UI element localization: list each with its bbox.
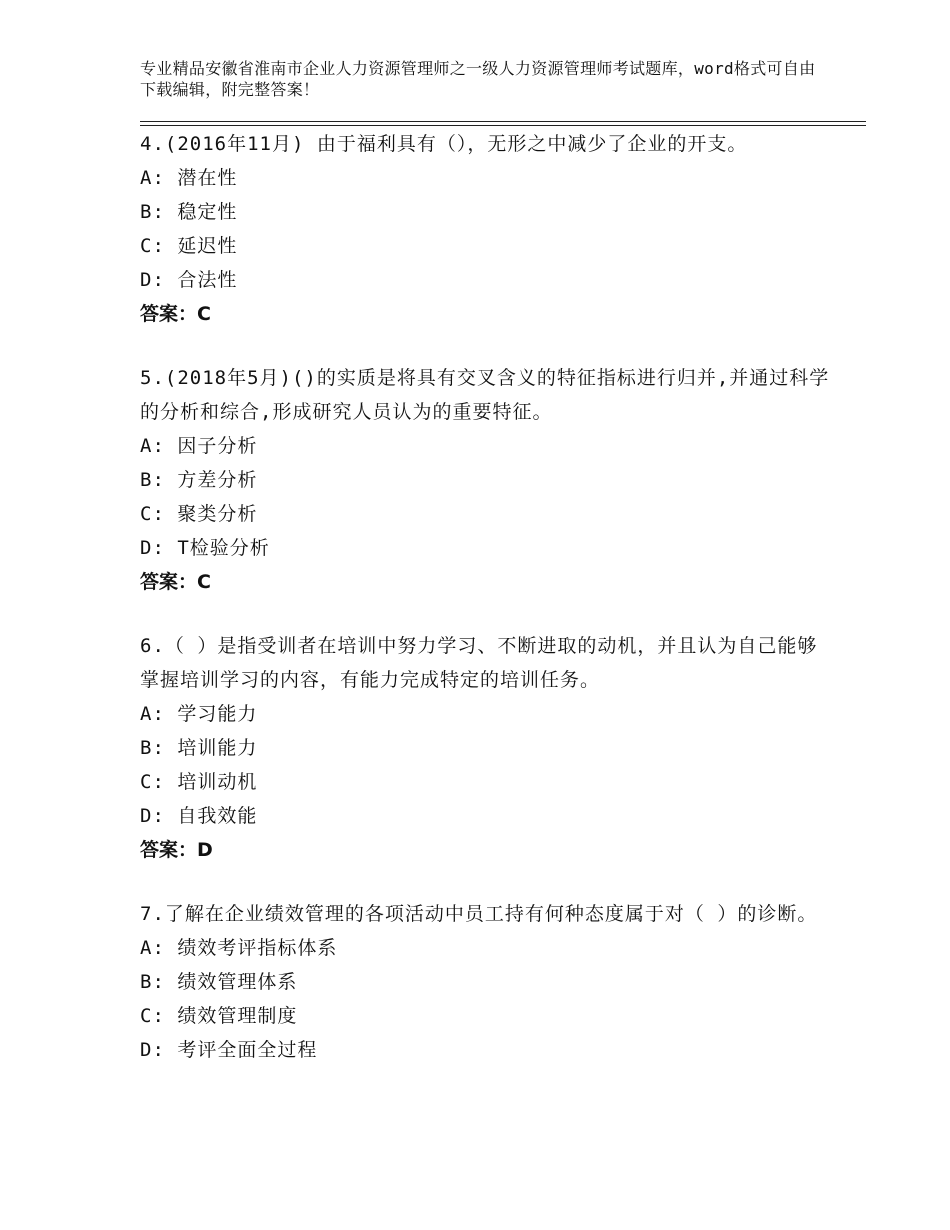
answer-line: 答案：C	[140, 303, 211, 325]
question-5	[140, 361, 830, 599]
option-c: C: 聚类分析	[140, 503, 258, 525]
document-header: 专业精品安徽省淮南市企业人力资源管理师之一级人力资源管理师考试题库，word格式可自由下载编辑，附完整答案！	[140, 59, 816, 99]
header-rule	[140, 121, 866, 122]
option-b: B: 绩效管理体系	[140, 971, 298, 993]
option-a: A: 绩效考评指标体系	[140, 937, 338, 959]
option-a: A: 潜在性	[140, 167, 238, 189]
question-stem: 4.(2016年11月) 由于福利具有（），无形之中减少了企业的开支。	[140, 133, 748, 155]
option-b: B: 培训能力	[140, 737, 258, 759]
option-a: A: 因子分析	[140, 435, 258, 457]
question-6	[140, 629, 830, 867]
option-c: C: 培训动机	[140, 771, 258, 793]
option-c: C: 绩效管理制度	[140, 1005, 298, 1027]
question-stem: 6.（ ）是指受训者在培训中努力学习、不断进取的动机，并且认为自己能够掌握培训学习的内容，有能力完成特定的培训任务。	[140, 635, 818, 691]
option-a: A: 学习能力	[140, 703, 258, 725]
answer-line: 答案：D	[140, 839, 213, 861]
option-d: D: 自我效能	[140, 805, 258, 827]
question-stem: 5.(2018年5月)()的实质是将具有交叉含义的特征指标进行归并,并通过科学的分析和综合,形成研究人员认为的重要特征。	[140, 367, 830, 423]
question-7	[140, 897, 830, 1067]
question-list	[140, 127, 830, 1097]
option-d: D: T检验分析	[140, 537, 270, 559]
option-d: D: 考评全面全过程	[140, 1039, 318, 1061]
question-4	[140, 127, 830, 331]
option-d: D: 合法性	[140, 269, 238, 291]
option-c: C: 延迟性	[140, 235, 238, 257]
header-rule-thin	[140, 125, 866, 126]
answer-line: 答案：C	[140, 571, 211, 593]
option-b: B: 稳定性	[140, 201, 238, 223]
question-stem: 7.了解在企业绩效管理的各项活动中员工持有何种态度属于对（ ）的诊断。	[140, 903, 818, 925]
option-b: B: 方差分析	[140, 469, 258, 491]
